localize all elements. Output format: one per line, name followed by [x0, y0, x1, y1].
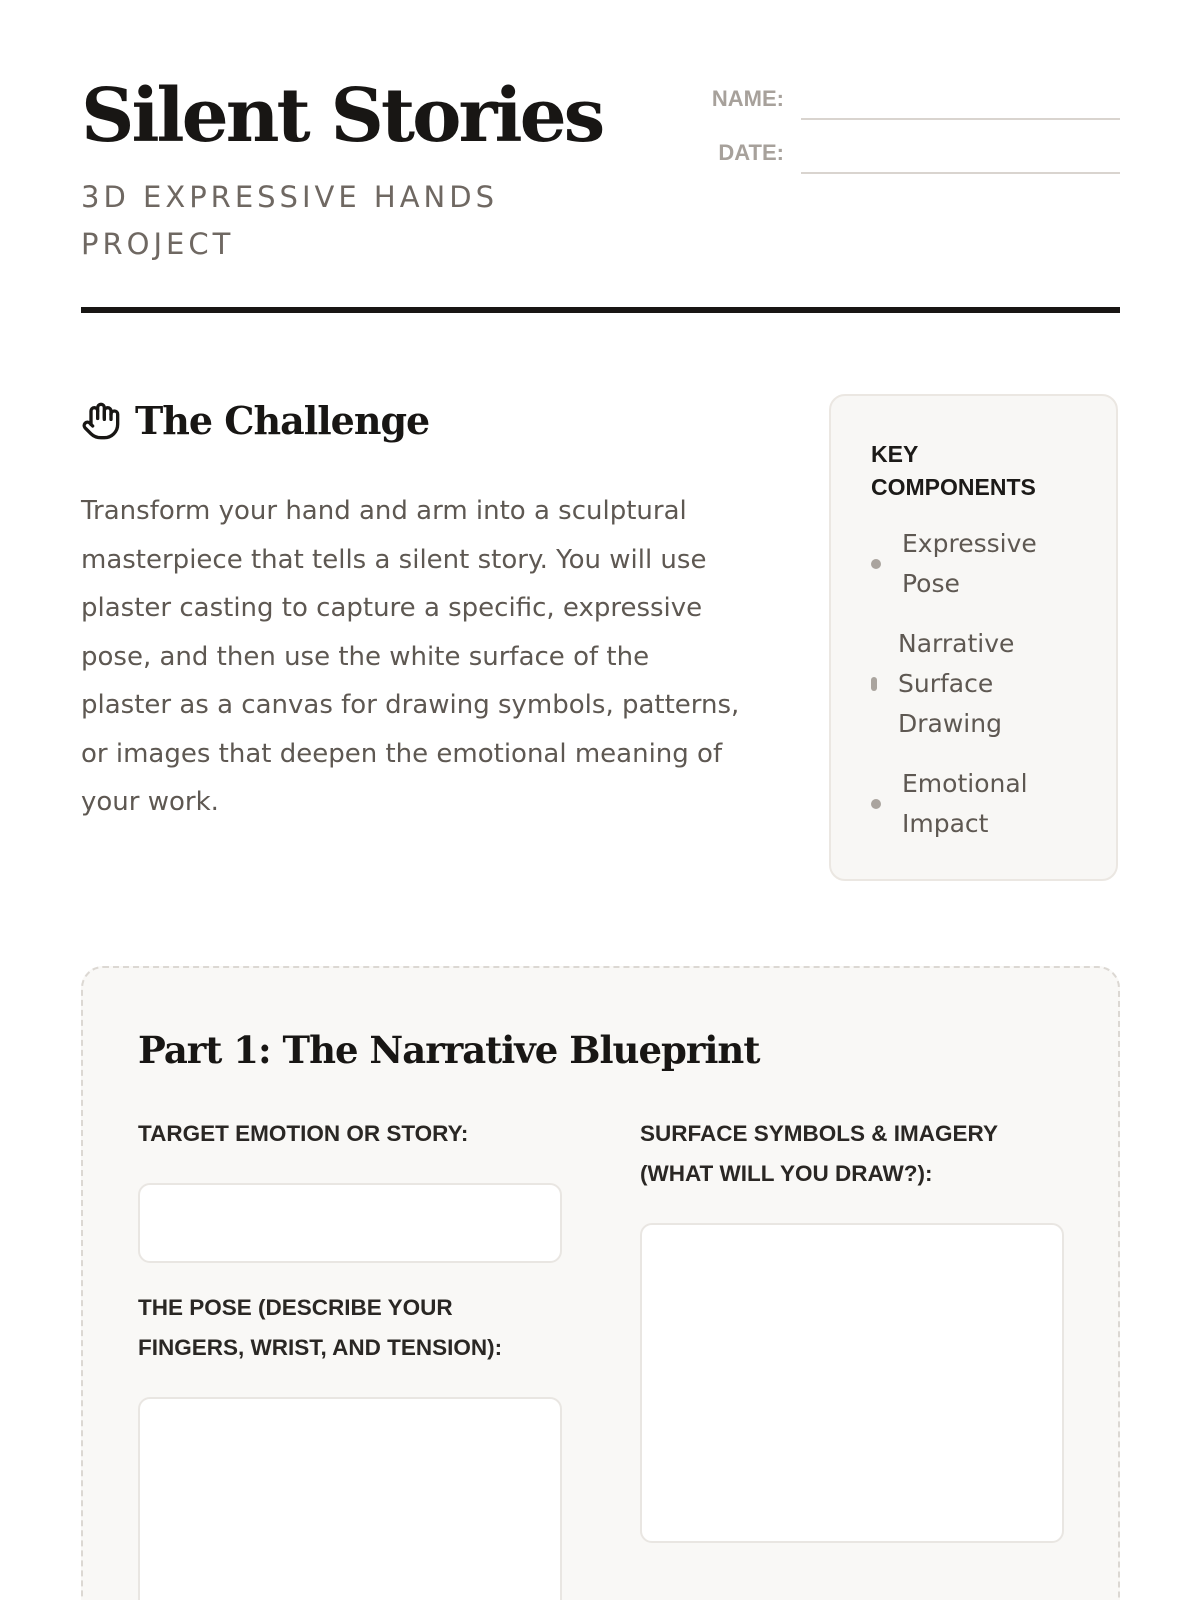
target-emotion-field[interactable] [138, 1183, 562, 1263]
name-row [681, 82, 1120, 136]
challenge-heading [81, 398, 429, 443]
key-components-card [829, 394, 1118, 881]
header-divider [81, 307, 1120, 313]
name-label: NAME: [711, 86, 784, 111]
bullet-dot-icon [871, 677, 877, 691]
symbols-label: SURFACE SYMBOLS & IMAGERY (WHAT WILL YOU DRAW?): [640, 1121, 998, 1186]
key-component-label: Emotional Impact [902, 769, 1028, 838]
key-components-title: KEY COMPONENTS [871, 441, 1036, 500]
challenge-description: Transform your hand and arm into a sculptural masterpiece that tells a silent story. You will use plaster casting to capture a specific, expressive pose, and then use the white surface of the plaster as a canvas for drawing symbols, patterns, or images that deepen the emotional meaning of your work. [81, 496, 740, 817]
bullet-dot-icon [871, 559, 881, 569]
date-label: DATE: [718, 140, 784, 165]
key-components-list [871, 524, 1091, 864]
pose-field[interactable] [138, 1397, 562, 1600]
page-subtitle: 3D EXPRESSIVE HANDS PROJECT [81, 180, 498, 261]
name-line[interactable] [801, 118, 1120, 120]
date-line[interactable] [801, 172, 1120, 174]
worksheet-page [81, 0, 1120, 1600]
pose-label: THE POSE (DESCRIBE YOUR FINGERS, WRIST, AND TENSION): [138, 1295, 503, 1360]
list-item [871, 524, 1091, 604]
challenge-title: The Challenge [135, 398, 430, 443]
part1-title: Part 1: The Narrative Blueprint [138, 1028, 760, 1072]
student-info [681, 82, 1120, 190]
part1-panel [81, 966, 1120, 1600]
symbols-field[interactable] [640, 1223, 1064, 1543]
bullet-dot-icon [871, 799, 881, 809]
key-component-label: Narrative Surface Drawing [898, 629, 1015, 738]
list-item [871, 624, 1091, 744]
hand-icon [81, 401, 121, 441]
key-component-label: Expressive Pose [902, 529, 1037, 598]
target-emotion-label: TARGET EMOTION OR STORY: [138, 1121, 469, 1146]
page-title: Silent Stories [81, 73, 603, 159]
date-row [681, 136, 1120, 190]
list-item [871, 764, 1091, 844]
